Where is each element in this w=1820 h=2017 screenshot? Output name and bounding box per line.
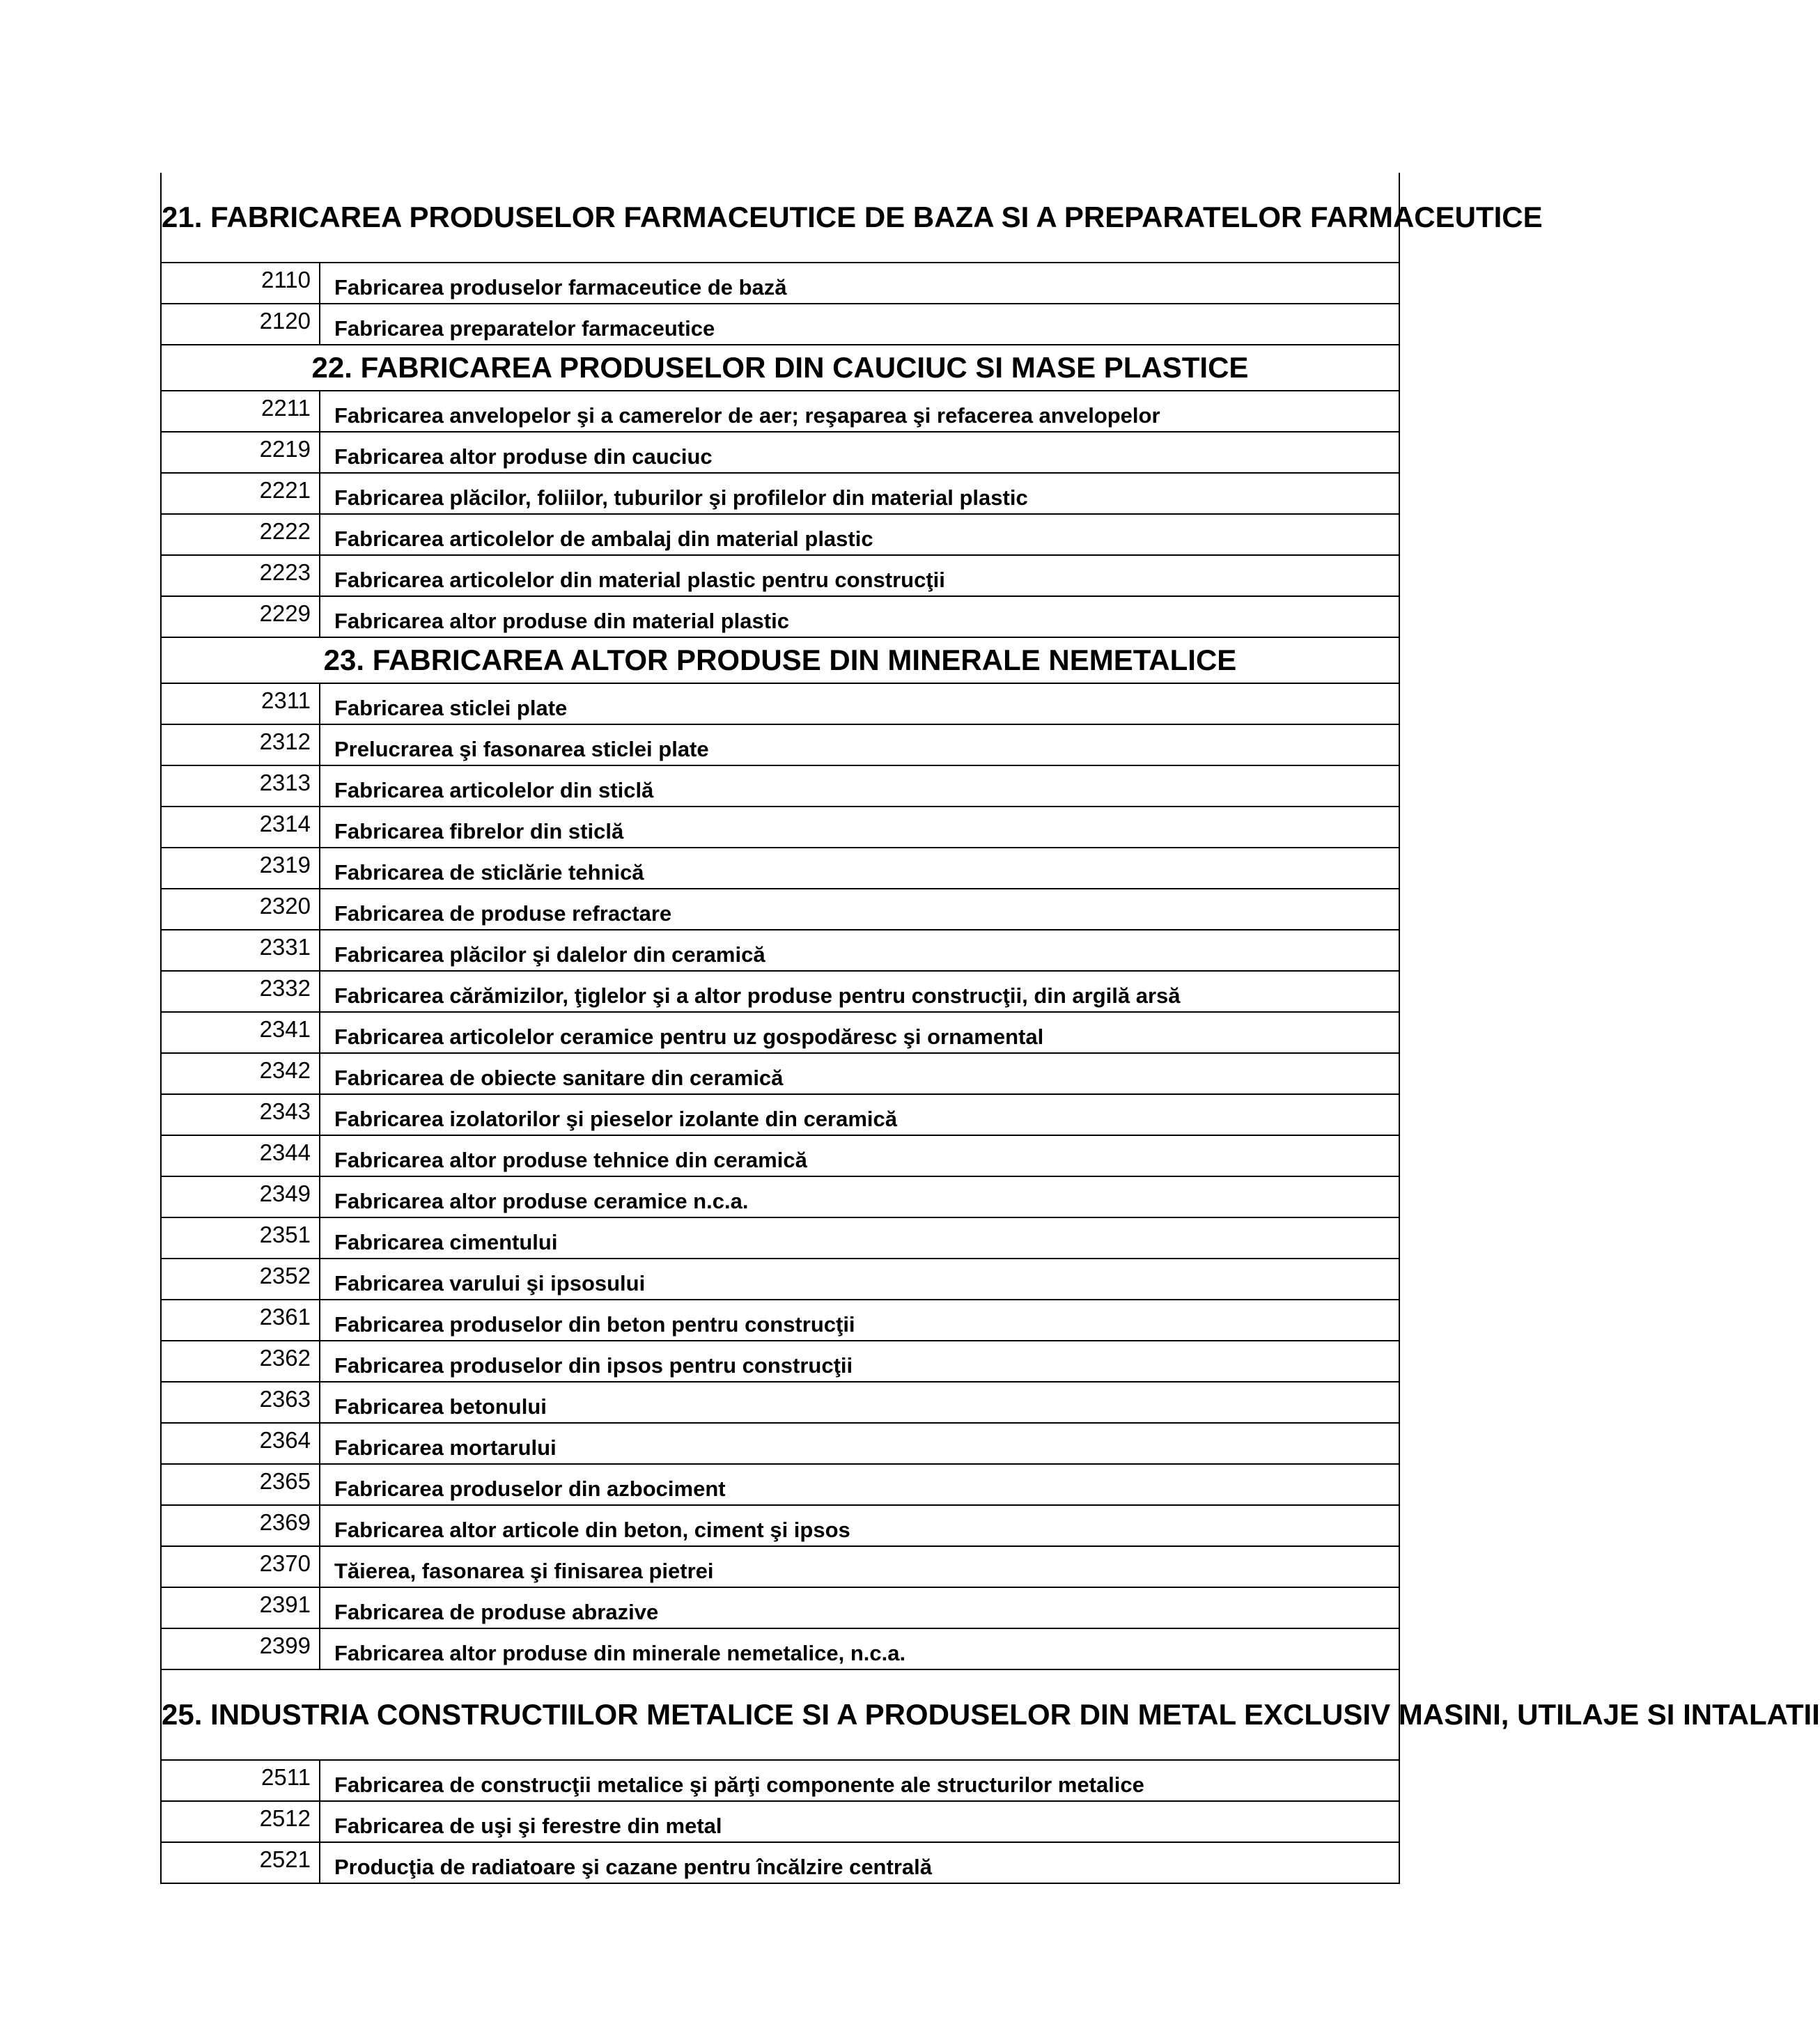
caen-code: 2369: [161, 1505, 320, 1546]
table-row: [161, 391, 1399, 432]
activity-description: Fabricarea produselor din azbociment: [320, 1464, 1399, 1505]
activity-description: Fabricarea produselor din beton pentru construcţii: [320, 1300, 1399, 1341]
activity-description: Fabricarea plăcilor, foliilor, tuburilor şi profilelor din material plastic: [320, 473, 1399, 514]
activity-description: Fabricarea varului şi ipsosului: [320, 1259, 1399, 1300]
activity-description: Producţia de radiatoare şi cazane pentru încălzire centrală: [320, 1842, 1399, 1883]
table-row: [161, 1135, 1399, 1176]
section-header-row: [161, 173, 1399, 263]
caen-code: 2319: [161, 848, 320, 889]
caen-code: 2314: [161, 807, 320, 848]
caen-code: 2331: [161, 930, 320, 971]
caen-code: 2312: [161, 724, 320, 765]
activity-description: Fabricarea produselor farmaceutice de bază: [320, 263, 1399, 304]
table-row: [161, 304, 1399, 345]
table-row: [161, 848, 1399, 889]
table-row: [161, 432, 1399, 473]
activity-description: Fabricarea de construcţii metalice şi părţi componente ale structurilor metalice: [320, 1760, 1399, 1801]
activity-description: Fabricarea fibrelor din sticlă: [320, 807, 1399, 848]
caen-code: 2110: [161, 263, 320, 304]
caen-code: 2399: [161, 1628, 320, 1669]
caen-code: 2219: [161, 432, 320, 473]
table-row: [161, 596, 1399, 637]
table-row: [161, 1341, 1399, 1382]
section-title: 25. INDUSTRIA CONSTRUCTIILOR METALICE SI A PRODUSELOR DIN METAL EXCLUSIV MASINI, UTILAJE SI INTALATII: [161, 1669, 1399, 1760]
table-row: [161, 1505, 1399, 1546]
section-title: 22. FABRICAREA PRODUSELOR DIN CAUCIUC SI MASE PLASTICE: [161, 345, 1399, 391]
activity-description: Fabricarea de produse abrazive: [320, 1587, 1399, 1628]
table-row: [161, 555, 1399, 596]
table-row: [161, 1801, 1399, 1842]
activity-description: Fabricarea altor produse din cauciuc: [320, 432, 1399, 473]
table-row: [161, 1094, 1399, 1135]
table-row: [161, 263, 1399, 304]
caen-code: 2365: [161, 1464, 320, 1505]
activity-description: Fabricarea altor produse tehnice din ceramică: [320, 1135, 1399, 1176]
activity-description: Fabricarea de uşi şi ferestre din metal: [320, 1801, 1399, 1842]
table-row: [161, 473, 1399, 514]
section-header-row: [161, 637, 1399, 683]
activity-description: Fabricarea preparatelor farmaceutice: [320, 304, 1399, 345]
section-header-row: [161, 1669, 1399, 1760]
table-row: [161, 1053, 1399, 1094]
caen-code: 2343: [161, 1094, 320, 1135]
caen-code: 2349: [161, 1176, 320, 1217]
caen-code: 2341: [161, 1012, 320, 1053]
caen-code: 2311: [161, 683, 320, 724]
activity-description: Prelucrarea şi fasonarea sticlei plate: [320, 724, 1399, 765]
activity-description: Fabricarea plăcilor şi dalelor din ceramică: [320, 930, 1399, 971]
table-row: [161, 971, 1399, 1012]
activity-description: Fabricarea articolelor din material plastic pentru construcţii: [320, 555, 1399, 596]
table-row: [161, 1259, 1399, 1300]
activity-description: Fabricarea de sticlărie tehnică: [320, 848, 1399, 889]
table-row: [161, 1176, 1399, 1217]
table-row: [161, 807, 1399, 848]
caen-code: 2229: [161, 596, 320, 637]
activity-description: Fabricarea articolelor din sticlă: [320, 765, 1399, 807]
activity-description: Fabricarea cimentului: [320, 1217, 1399, 1259]
caen-code: 2120: [161, 304, 320, 345]
activity-description: Fabricarea altor produse din material plastic: [320, 596, 1399, 637]
caen-code: 2351: [161, 1217, 320, 1259]
activity-description: Fabricarea altor produse din minerale nemetalice, n.c.a.: [320, 1628, 1399, 1669]
caen-code: 2370: [161, 1546, 320, 1587]
table-row: [161, 514, 1399, 555]
caen-table-body: [161, 173, 1820, 1883]
caen-code: 2511: [161, 1760, 320, 1801]
activity-description: Fabricarea anvelopelor şi a camerelor de aer; reşaparea şi refacerea anvelopelor: [320, 391, 1399, 432]
caen-code: 2521: [161, 1842, 320, 1883]
caen-code: 2342: [161, 1053, 320, 1094]
table-row: [161, 1300, 1399, 1341]
activity-description: Fabricarea de produse refractare: [320, 889, 1399, 930]
table-row: [161, 889, 1399, 930]
section-title: 23. FABRICAREA ALTOR PRODUSE DIN MINERALE NEMETALICE: [161, 637, 1399, 683]
caen-code: 2221: [161, 473, 320, 514]
table-row: [161, 1217, 1399, 1259]
table-row: [161, 1423, 1399, 1464]
activity-description: Fabricarea sticlei plate: [320, 683, 1399, 724]
table-row: [161, 1464, 1399, 1505]
caen-code: 2364: [161, 1423, 320, 1464]
table-row: [161, 1382, 1399, 1423]
caen-code: 2223: [161, 555, 320, 596]
caen-code: 2352: [161, 1259, 320, 1300]
caen-code: 2362: [161, 1341, 320, 1382]
activity-description: Fabricarea betonului: [320, 1382, 1399, 1423]
caen-code: 2361: [161, 1300, 320, 1341]
table-row: [161, 1012, 1399, 1053]
caen-code: 2313: [161, 765, 320, 807]
table-row: [161, 1546, 1399, 1587]
activity-description: Fabricarea articolelor ceramice pentru uz gospodăresc şi ornamental: [320, 1012, 1399, 1053]
caen-code: 2344: [161, 1135, 320, 1176]
caen-code: 2363: [161, 1382, 320, 1423]
caen-code: 2391: [161, 1587, 320, 1628]
section-title: 21. FABRICAREA PRODUSELOR FARMACEUTICE DE BAZA SI A PREPARATELOR FARMACEUTICE: [161, 173, 1399, 263]
activity-description: Fabricarea altor produse ceramice n.c.a.: [320, 1176, 1399, 1217]
section-header-row: [161, 345, 1399, 391]
activity-description: Fabricarea cărămizilor, ţiglelor şi a altor produse pentru construcţii, din argilă arsă: [320, 971, 1399, 1012]
table-row: [161, 683, 1399, 724]
activity-description: Fabricarea de obiecte sanitare din ceramică: [320, 1053, 1399, 1094]
activity-description: Fabricarea izolatorilor şi pieselor izolante din ceramică: [320, 1094, 1399, 1135]
activity-description: Fabricarea articolelor de ambalaj din material plastic: [320, 514, 1399, 555]
activity-description: Fabricarea produselor din ipsos pentru construcţii: [320, 1341, 1399, 1382]
caen-code: 2222: [161, 514, 320, 555]
caen-activity-table: [160, 173, 1820, 1884]
activity-description: Tăierea, fasonarea şi finisarea pietrei: [320, 1546, 1399, 1587]
caen-code: 2512: [161, 1801, 320, 1842]
caen-code: 2332: [161, 971, 320, 1012]
activity-description: Fabricarea altor articole din beton, ciment şi ipsos: [320, 1505, 1399, 1546]
caen-code: 2320: [161, 889, 320, 930]
table-row: [161, 1628, 1399, 1669]
activity-description: Fabricarea mortarului: [320, 1423, 1399, 1464]
table-row: [161, 930, 1399, 971]
table-row: [161, 765, 1399, 807]
table-row: [161, 724, 1399, 765]
caen-code: 2211: [161, 391, 320, 432]
table-row: [161, 1587, 1399, 1628]
table-row: [161, 1842, 1399, 1883]
table-row: [161, 1760, 1399, 1801]
